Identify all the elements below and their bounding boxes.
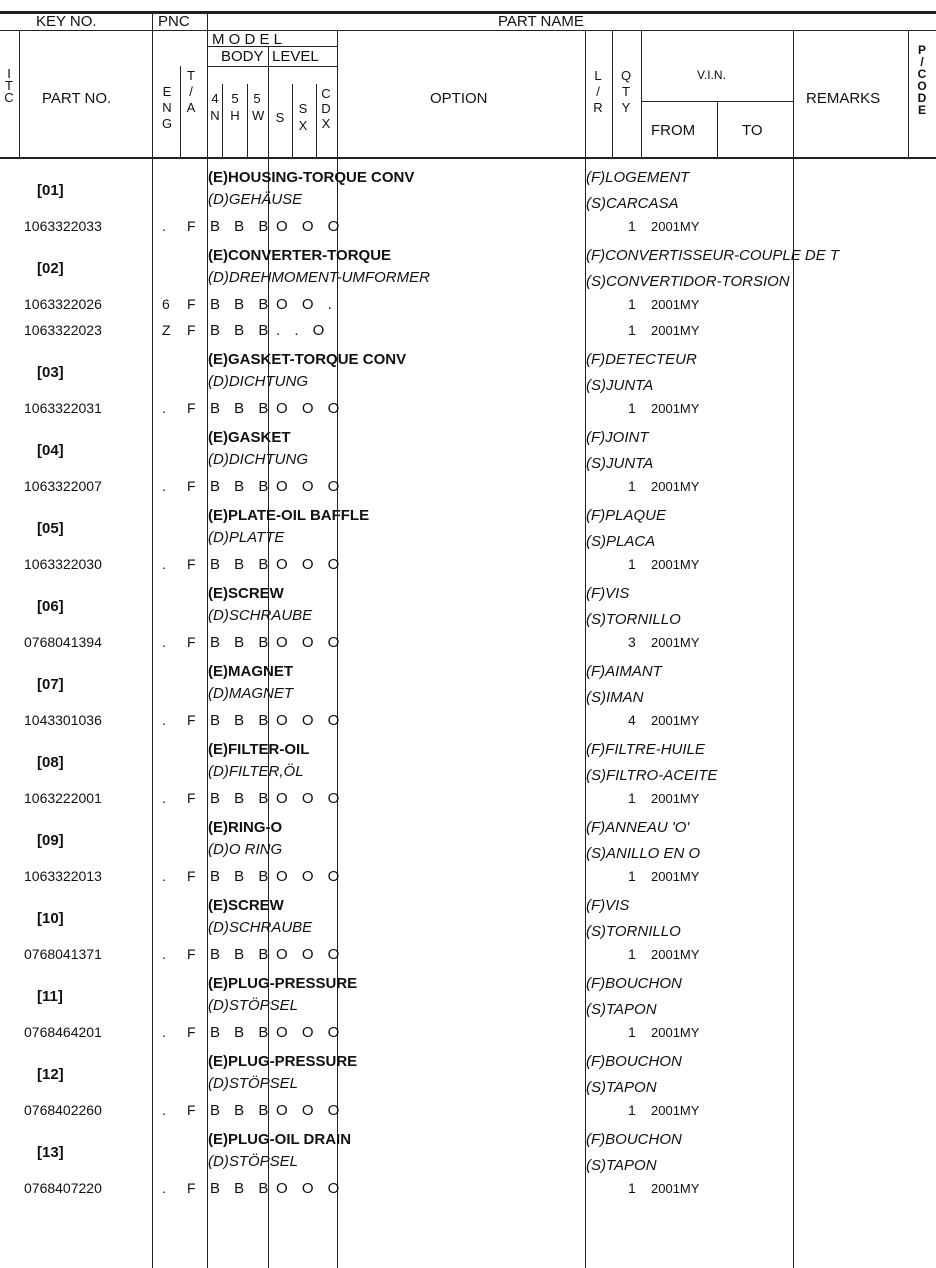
level-codes: O O O	[276, 556, 345, 573]
body-codes: B B B	[210, 868, 274, 885]
part-name-german: (D)DICHTUNG	[208, 373, 308, 390]
part-name-spanish: (S)FILTRO-ACEITE	[586, 767, 718, 784]
quantity: 1	[628, 1180, 636, 1196]
part-name-french: (F)FILTRE-HUILE	[586, 741, 705, 758]
body-vline-a	[152, 158, 153, 1268]
part-name-french: (F)PLAQUE	[586, 507, 667, 524]
vline-model-right	[337, 30, 338, 158]
quantity: 1	[628, 868, 636, 884]
level-codes: O O O	[276, 400, 345, 417]
part-number: 1063322013	[24, 868, 102, 884]
level-codes: O O O	[276, 868, 345, 885]
part-number: 0768041371	[24, 946, 102, 962]
part-name-english: (E)PLUG-OIL DRAIN	[208, 1131, 352, 1148]
qty-header: Q T Y	[621, 68, 632, 115]
vin-from: 2001MY	[651, 791, 700, 806]
part-name-spanish: (S)CONVERTIDOR-TORSION	[586, 273, 790, 290]
part-number: 0768041394	[24, 634, 102, 650]
body-codes: B B B	[210, 322, 274, 339]
level-codes: . . O	[276, 322, 330, 339]
level-codes: O O O	[276, 1102, 345, 1119]
eng-code: .	[162, 400, 166, 416]
level-codes: O O O	[276, 634, 345, 651]
vline-vin-right	[793, 30, 794, 158]
key-number: [10]	[37, 910, 64, 927]
itc-header: I T C	[4, 66, 14, 105]
level-col-sx: S X	[298, 101, 308, 133]
key-number: [05]	[37, 520, 64, 537]
level-codes: O O O	[276, 946, 345, 963]
part-name-french: (F)AIMANT	[586, 663, 662, 680]
eng-code: .	[162, 1102, 166, 1118]
ta-code: F	[187, 296, 196, 312]
quantity: 1	[628, 400, 636, 416]
level-codes: O O O	[276, 712, 345, 729]
part-name-french: (F)JOINT	[586, 429, 649, 446]
eng-code: .	[162, 478, 166, 494]
key-number: [07]	[37, 676, 64, 693]
eng-code: .	[162, 1024, 166, 1040]
body-codes: B B B	[210, 400, 274, 417]
quantity: 4	[628, 712, 636, 728]
part-name-english: (E)CONVERTER-TORQUE	[208, 247, 392, 264]
key-number: [12]	[37, 1066, 64, 1083]
vin-from: 2001MY	[651, 219, 700, 234]
quantity: 1	[628, 556, 636, 572]
quantity: 1	[628, 790, 636, 806]
body-codes: B B B	[210, 790, 274, 807]
vin-from: 2001MY	[651, 1181, 700, 1196]
part-name-german: (D)DICHTUNG	[208, 451, 308, 468]
eng-code: .	[162, 556, 166, 572]
part-name-english: (E)GASKET	[208, 429, 291, 446]
body-header: BODY	[221, 48, 264, 65]
vline-pnc-right	[207, 11, 208, 158]
eng-code: .	[162, 634, 166, 650]
header-rule-1	[0, 30, 936, 31]
body-codes: B B B	[210, 712, 274, 729]
key-number: [01]	[37, 182, 64, 199]
ta-code: F	[187, 322, 196, 338]
level-codes: O O O	[276, 1024, 345, 1041]
part-number: 1063322026	[24, 296, 102, 312]
part-name-spanish: (S)IMAN	[586, 689, 644, 706]
part-name-spanish: (S)TAPON	[586, 1157, 657, 1174]
part-no-header: PART NO.	[42, 90, 112, 107]
vin-from: 2001MY	[651, 713, 700, 728]
header-bottom-rule	[0, 157, 936, 159]
key-number: [09]	[37, 832, 64, 849]
ta-code: F	[187, 400, 196, 416]
vline-body-2	[247, 84, 248, 158]
eng-code: .	[162, 218, 166, 234]
body-codes: B B B	[210, 478, 274, 495]
vline-body-level	[268, 46, 269, 158]
part-name-french: (F)VIS	[586, 897, 630, 914]
vline-itc	[19, 30, 20, 158]
ta-code: F	[187, 478, 196, 494]
ta-code: F	[187, 712, 196, 728]
eng-code: 6	[162, 296, 170, 312]
part-number: 1063322007	[24, 478, 102, 494]
quantity: 1	[628, 322, 636, 338]
vin-from: 2001MY	[651, 635, 700, 650]
ta-header: T / A	[186, 68, 196, 115]
part-name-german: (D)STÖPSEL	[208, 1153, 299, 1170]
part-name-english: (E)SCREW	[208, 897, 284, 914]
part-number: 1063322031	[24, 400, 102, 416]
quantity: 1	[628, 1102, 636, 1118]
part-name-english: (E)PLUG-PRESSURE	[208, 975, 358, 992]
ta-code: F	[187, 1024, 196, 1040]
part-name-german: (D)O RING	[208, 841, 283, 858]
level-codes: O O O	[276, 218, 345, 235]
body-codes: B B B	[210, 556, 274, 573]
level-codes: O O O	[276, 478, 345, 495]
top-rule	[0, 11, 936, 14]
vline-option-right	[585, 30, 586, 158]
vin-from: 2001MY	[651, 1025, 700, 1040]
part-name-english: (E)PLUG-PRESSURE	[208, 1053, 358, 1070]
part-name-spanish: (S)PLACA	[586, 533, 656, 550]
vline-remarks	[908, 30, 909, 158]
part-name-english: (E)MAGNET	[208, 663, 293, 680]
part-number: 1063322033	[24, 218, 102, 234]
key-number: [06]	[37, 598, 64, 615]
part-name-french: (F)VIS	[586, 585, 630, 602]
vin-to-header: TO	[742, 122, 763, 139]
key-number: [13]	[37, 1144, 64, 1161]
body-vline-b	[207, 158, 208, 1268]
part-name-spanish: (S)TAPON	[586, 1079, 657, 1096]
body-codes: B B B	[210, 296, 274, 313]
part-number: 1063322030	[24, 556, 102, 572]
vin-from: 2001MY	[651, 401, 700, 416]
body-codes: B B B	[210, 1102, 274, 1119]
part-name-spanish: (S)TAPON	[586, 1001, 657, 1018]
body-vline-f	[793, 158, 794, 1268]
key-number: [04]	[37, 442, 64, 459]
level-codes: O O O	[276, 1180, 345, 1197]
quantity: 1	[628, 218, 636, 234]
vin-from: 2001MY	[651, 297, 700, 312]
level-header: LEVEL	[272, 48, 319, 65]
vin-from-header: FROM	[651, 122, 696, 139]
key-number: [11]	[37, 988, 63, 1005]
part-name-spanish: (S)TORNILLO	[586, 923, 681, 940]
vin-header: V.I.N.	[697, 68, 726, 82]
ta-code: F	[187, 868, 196, 884]
part-name-german: (D)FILTER,ÖL	[208, 763, 304, 780]
body-level-rule	[207, 66, 337, 67]
eng-code: Z	[162, 322, 171, 338]
part-name-german: (D)DREHMOMENT-UMFORMER	[208, 269, 430, 286]
body-codes: B B B	[210, 218, 274, 235]
part-number: 0768464201	[24, 1024, 102, 1040]
body-codes: B B B	[210, 946, 274, 963]
part-name-spanish: (S)JUNTA	[586, 377, 654, 394]
part-number: 1063322023	[24, 322, 102, 338]
part-name-spanish: (S)JUNTA	[586, 455, 654, 472]
option-header: OPTION	[430, 90, 488, 107]
level-codes: O O O	[276, 790, 345, 807]
ta-code: F	[187, 1180, 196, 1196]
body-col-4n: 4 N	[210, 91, 220, 123]
lr-header: L / R	[593, 68, 603, 115]
body-codes: B B B	[210, 1024, 274, 1041]
vin-from: 2001MY	[651, 557, 700, 572]
model-header: M O D E L	[212, 31, 283, 48]
remarks-header: REMARKS	[806, 90, 881, 107]
vin-from: 2001MY	[651, 479, 700, 494]
part-name-french: (F)LOGEMENT	[586, 169, 690, 186]
vline-eng	[180, 66, 181, 158]
vin-from: 2001MY	[651, 869, 700, 884]
part-name-header: PART NAME	[498, 13, 584, 30]
ta-code: F	[187, 218, 196, 234]
part-name-english: (E)RING-O	[208, 819, 283, 836]
body-codes: B B B	[210, 634, 274, 651]
eng-code: .	[162, 1180, 166, 1196]
ta-code: F	[187, 790, 196, 806]
eng-code: .	[162, 712, 166, 728]
ta-code: F	[187, 556, 196, 572]
part-name-french: (F)BOUCHON	[586, 1053, 682, 1070]
ta-code: F	[187, 1102, 196, 1118]
part-name-german: (D)STÖPSEL	[208, 997, 299, 1014]
part-name-french: (F)DETECTEUR	[586, 351, 697, 368]
vin-from: 2001MY	[651, 1103, 700, 1118]
part-name-german: (D)MAGNET	[208, 685, 293, 702]
part-name-german: (D)PLATTE	[208, 529, 285, 546]
quantity: 1	[628, 1024, 636, 1040]
part-number: 1063222001	[24, 790, 102, 806]
part-name-english: (E)GASKET-TORQUE CONV	[208, 351, 407, 368]
quantity: 1	[628, 478, 636, 494]
part-name-french: (F)ANNEAU 'O'	[586, 819, 690, 836]
part-name-french: (F)BOUCHON	[586, 975, 682, 992]
part-name-german: (D)SCHRAUBE	[208, 607, 313, 624]
part-name-french: (F)CONVERTISSEUR-COUPLE DE T	[586, 247, 840, 264]
eng-code: .	[162, 790, 166, 806]
part-name-english: (E)SCREW	[208, 585, 284, 602]
part-name-english: (E)FILTER-OIL	[208, 741, 310, 758]
quantity: 1	[628, 296, 636, 312]
vline-level-2	[316, 84, 317, 158]
part-number: 1043301036	[24, 712, 102, 728]
key-number: [08]	[37, 754, 64, 771]
vline-lr	[612, 30, 613, 158]
body-col-5w: 5 W	[252, 91, 265, 123]
key-no-header: KEY NO.	[36, 13, 97, 30]
part-name-german: (D)SCHRAUBE	[208, 919, 313, 936]
level-codes: O O .	[276, 296, 337, 313]
part-name-german: (D)STÖPSEL	[208, 1075, 299, 1092]
pcode-header: P / C O D E	[917, 43, 927, 117]
vline-from-to	[717, 101, 718, 158]
vline-pnc-left	[152, 11, 153, 158]
eng-code: .	[162, 946, 166, 962]
pnc-header: PNC	[158, 13, 190, 30]
level-col-cdx: C D X	[321, 86, 331, 131]
part-name-english: (E)PLATE-OIL BAFFLE	[208, 507, 370, 524]
ta-code: F	[187, 946, 196, 962]
eng-header: E N G	[162, 84, 173, 131]
level-col-s: S	[275, 110, 285, 125]
key-number: [02]	[37, 260, 64, 277]
key-number: [03]	[37, 364, 64, 381]
part-number: 0768407220	[24, 1180, 102, 1196]
vin-from: 2001MY	[651, 323, 700, 338]
part-name-spanish: (S)ANILLO EN O	[586, 845, 701, 862]
body-codes: B B B	[210, 1180, 274, 1197]
part-name-spanish: (S)CARCASA	[586, 195, 679, 212]
part-name-french: (F)BOUCHON	[586, 1131, 682, 1148]
part-name-german: (D)GEHÄUSE	[208, 191, 303, 208]
ta-code: F	[187, 634, 196, 650]
vline-qty	[641, 30, 642, 158]
quantity: 3	[628, 634, 636, 650]
quantity: 1	[628, 946, 636, 962]
vline-body-1	[222, 84, 223, 158]
vin-from: 2001MY	[651, 947, 700, 962]
part-number: 0768402260	[24, 1102, 102, 1118]
body-col-5h: 5 H	[230, 91, 240, 123]
part-name-english: (E)HOUSING-TORQUE CONV	[208, 169, 415, 186]
body-vline-e	[585, 158, 586, 1268]
part-name-spanish: (S)TORNILLO	[586, 611, 681, 628]
eng-code: .	[162, 868, 166, 884]
vline-level-1	[292, 84, 293, 158]
